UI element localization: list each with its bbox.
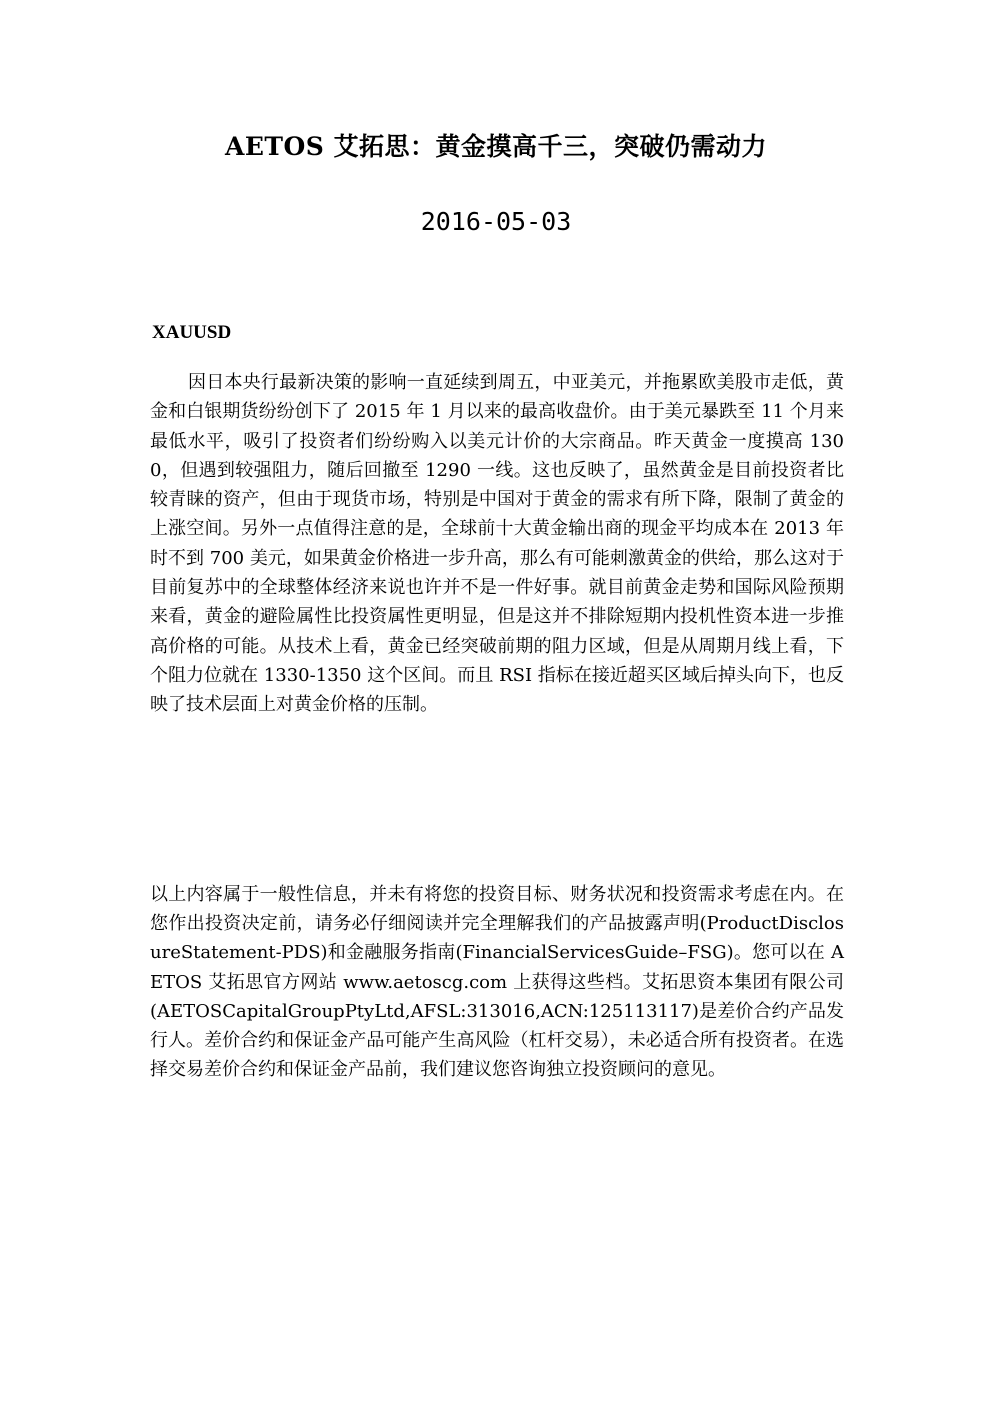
- disclaimer-paragraph: 以上内容属于一般性信息，并未有将您的投资目标、财务状况和投资需求考虑在内。在您作出投资决定前，请务必仔细阅读并完全理解我们的产品披露声明(ProductDisclosureStatement-PDS)和金融服务指南(FinancialServicesGuide–FSG)。您可以在 AETOS 艾拓思官方网站 www.aetoscg.com 上获得这些档。艾拓思资本集团有限公司(AETOSCapitalGroupPtyLtd,AFSL:313016,ACN:125113117)是差价合约产品发行人。差价合约和保证金产品可能产生高风险（杠杆交易），未必适合所有投资者。在选择交易差价合约和保证金产品前，我们建议您咨询独立投资顾问的意见。: [150, 884, 844, 1081]
- document-title: AETOS 艾拓思：黄金摸高千三，突破仍需动力: [224, 132, 768, 161]
- document-date: 2016-05-03: [420, 207, 572, 236]
- instrument-symbol: XAUUSD: [152, 322, 232, 343]
- analysis-paragraph: 因日本央行最新决策的影响一直延续到周五，中亚美元，并拖累欧美股市走低，黄金和白银期货纷纷创下了 2015 年 1 月以来的最高收盘价。由于美元暴跌至 11 个月来最低水平，吸引了投资者们纷纷购入以美元计价的大宗商品。昨天黄金一度摸高 1300，但遇到较强阻力，随后回撤至 1290 一线。这也反映了，虽然黄金是目前投资者比较青睐的资产，但由于现货市场，特别是中国对于黄金的需求有所下降，限制了黄金的上涨空间。另外一点值得注意的是，全球前十大黄金输出商的现金平均成本在 2013 年时不到 700 美元，如果黄金价格进一步升高，那么有可能刺激黄金的供给，那么这对于目前复苏中的全球整体经济来说也许并不是一件好事。就目前黄金走势和国际风险预期来看，黄金的避险属性比投资属性更明显，但是这并不排除短期内投机性资本进一步推高价格的可能。从技术上看，黄金已经突破前期的阻力区域，但是从周期月线上看，下个阻力位就在 1330-1350 这个区间。而且 RSI 指标在接近超买区域后掉头向下，也反映了技术层面上对黄金价格的压制。: [150, 372, 844, 716]
